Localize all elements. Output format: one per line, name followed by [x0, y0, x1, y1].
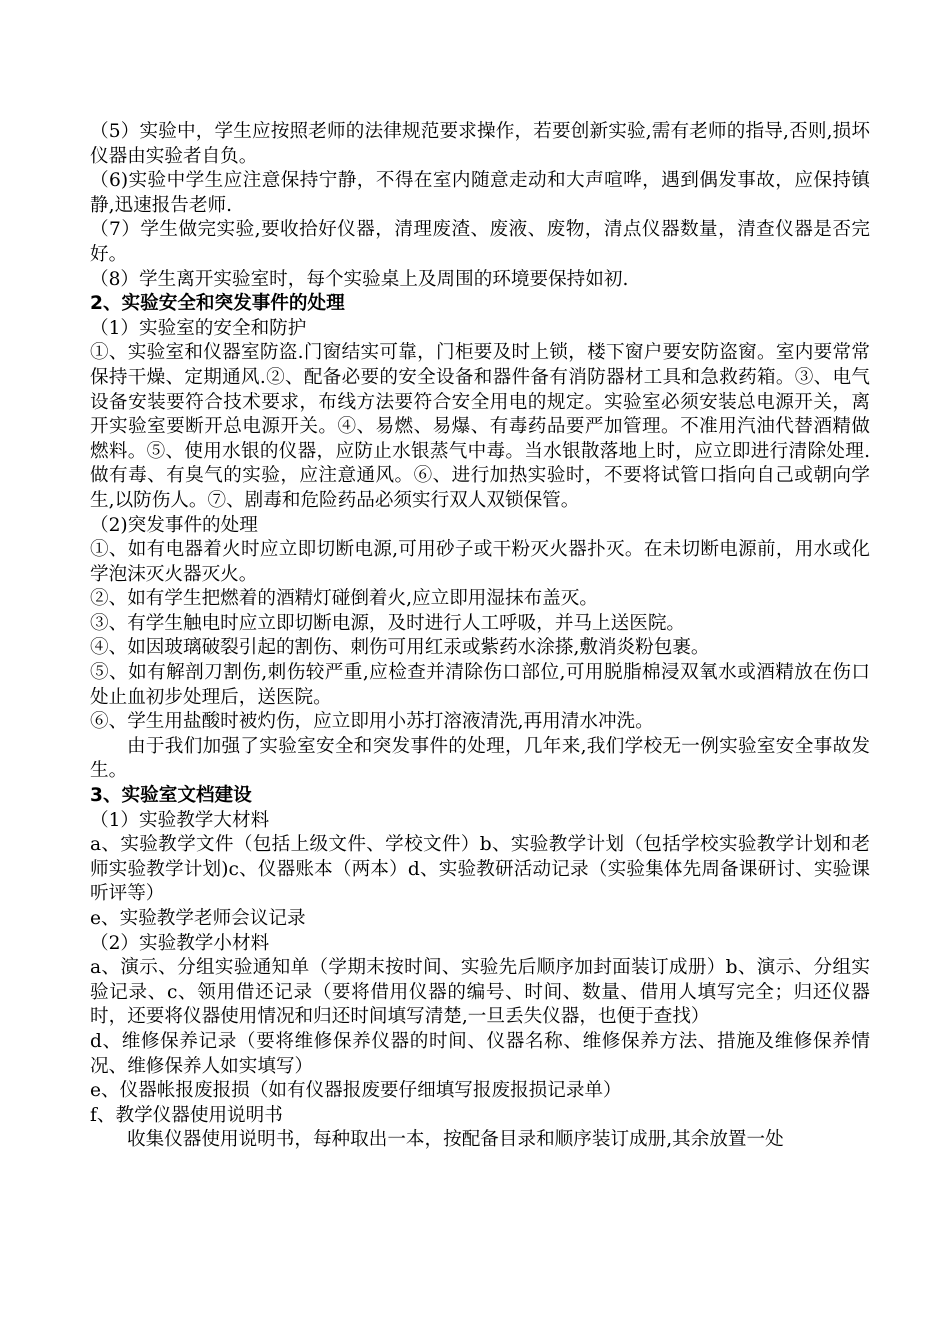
paragraph-emergency-3: ③、有学生触电时应立即切断电源，及时进行人工呼吸，并马上送医院。 — [90, 612, 686, 634]
subheading-major-materials: （1）实验教学大材料 — [90, 809, 270, 831]
subheading-emergency-handling: （2)突发事件的处理 — [90, 514, 258, 536]
document-page — [90, 120, 870, 1153]
subheading-minor-materials: （2）实验教学小材料 — [90, 932, 270, 954]
paragraph-emergency-4: ④、如因玻璃破裂引起的割伤、刺伤可用红汞或紫药水涂搽,敷消炎粉包裹。 — [90, 637, 710, 659]
paragraph-safety-measures: ①、实验室和仪器室防盗.门窗结实可靠，门柜要及时上锁，楼下窗户要安防盗窗。室内要常常保持干燥、定期通风.②、配备必要的安全设备和器件备有消防器材工具和急救药箱。③、电气设备安装要符合技术要求，布线方法要符合安全用电的规定。实验室必须安装总电源开关，离开实验室要断开总电源开关。④、易燃、易爆、有毒药品要严加管理。不准用汽油代替酒精做燃料。⑤、使用水银的仪器，应防止水银蒸气中毒。当水银散落地上时，应立即进行清除处理.做有毒、有臭气的实验，应注意通风。⑥、进行加热实验时，不要将试管口指向自己或朝向学生,以防伤人。⑦、剧毒和危险药品必须实行双人双锁保管。 — [90, 342, 870, 511]
paragraph-safety-summary: 由于我们加强了实验室安全和突发事件的处理，几年来,我们学校无一例实验室安全事故发生。 — [90, 735, 870, 782]
paragraph-teacher-meeting-records: e、实验教学老师会议记录 — [90, 908, 306, 929]
paragraph-manual-collection: 收集仪器使用说明书，每种取出一本，按配备目录和顺序装订成册,其余放置一处 — [127, 1129, 784, 1151]
subheading-safety-protection: （1）实验室的安全和防护 — [90, 317, 307, 339]
section-heading-documents: 3、实验室文档建设 — [90, 785, 252, 807]
paragraph-scrap-records: e、仪器帐报废报损（如有仪器报废要仔细填写报废报损记录单） — [90, 1080, 622, 1102]
paragraph-rule-8: （8）学生离开实验室时，每个实验桌上及周围的环境要保持如初. — [90, 268, 629, 290]
paragraph-rule-5: （5）实验中，学生应按照老师的法律规范要求操作，若要创新实验,需有老师的指导,否则,损坏仪器由实验者自负。 — [90, 121, 870, 167]
paragraph-emergency-6: ⑥、学生用盐酸时被灼伤，应立即用小苏打溶液清洗,再用清水冲洗。 — [90, 711, 654, 733]
paragraph-major-materials-list: a、实验教学文件（包括上级文件、学校文件）b、实验教学计划（包括学校实验教学计划和老师实验教学计划)c、仪器账本（两本）d、实验教研活动记录（实验集体先周备课研讨、实验课听评等） — [90, 834, 870, 905]
paragraph-minor-materials-list: a、演示、分组实验通知单（学期末按时间、实验先后顺序加封面装订成册）b、演示、分组实验记录、c、领用借还记录（要将借用仪器的编号、时间、数量、借用人填写完全；归还仪器时，还要将仪器使用情况和归还时间填写清楚,一旦丢失仪器，也便于查找） — [90, 957, 870, 1028]
paragraph-rule-7: （7）学生做完实验,要收拾好仪器，清理废渣、废液、废物，清点仪器数量，清查仪器是否完好。 — [90, 219, 870, 265]
paragraph-rule-6: （6)实验中学生应注意保持宁静，不得在室内随意走动和大声喧哗，遇到偶发事故，应保持镇静,迅速报告老师. — [90, 170, 870, 216]
section-heading-safety: 2、实验安全和突发事件的处理 — [90, 293, 345, 315]
paragraph-instrument-manuals: f、教学仪器使用说明书 — [90, 1104, 283, 1126]
paragraph-emergency-1: ①、如有电器着火时应立即切断电源,可用砂子或干粉灭火器扑灭。在未切断电源前，用水或化学泡沫灭火器灭火。 — [90, 539, 870, 585]
paragraph-emergency-5: ⑤、如有解剖刀割伤,刺伤较严重,应检查并清除伤口部位,可用脱脂棉浸双氧水或酒精放在伤口处止血初步处理后，送医院。 — [90, 662, 870, 708]
paragraph-maintenance-records: d、维修保养记录（要将维修保养仪器的时间、仪器名称、维修保养方法、措施及维修保养情况、维修保养人如实填写） — [90, 1030, 870, 1077]
paragraph-emergency-2: ②、如有学生把燃着的酒精灯碰倒着火,应立即用湿抹布盖灭。 — [90, 588, 598, 610]
